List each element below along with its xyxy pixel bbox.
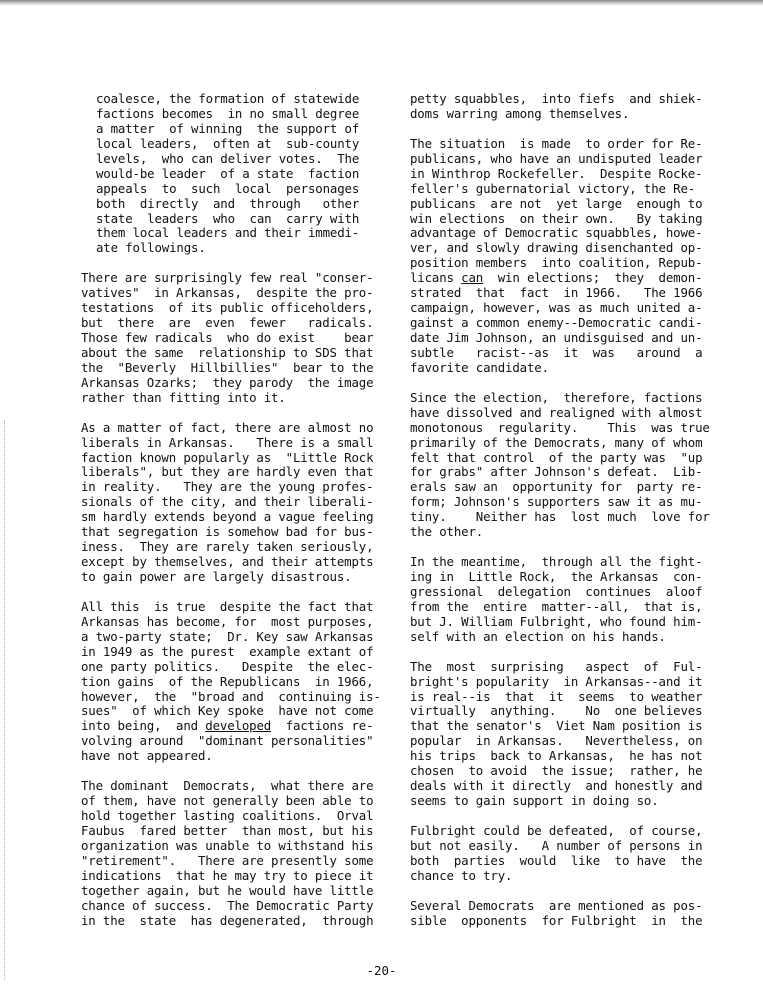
text-line: seems to gain support in doing so. (410, 793, 659, 809)
text-line: volving around "dominant personalities" (81, 733, 374, 749)
text-line: factions becomes in no small degree (96, 105, 360, 121)
text-line: but there are even fewer radicals. (81, 315, 374, 331)
text-line: ver, and slowly drawing disenchanted op- (410, 240, 703, 256)
paragraph (410, 824, 710, 884)
text-line: liberals", but they are hardly even that (81, 464, 374, 480)
text-line: self with an election on his hands. (410, 628, 666, 644)
text-line: both parties would like to have the (410, 852, 703, 868)
text-line: sm hardly extends beyond a vague feeling (81, 509, 374, 525)
text-line: Those few radicals who do exist bear (81, 330, 374, 345)
text-line: a matter of winning the support of (96, 120, 360, 136)
text-line: Fulbright could be defeated, of course, (410, 822, 703, 838)
text-line: coalesce, the formation of statewide (96, 91, 360, 106)
text-line: Since the election, therefore, factions (410, 389, 703, 405)
text-line: sionals of the city, and their liberali- (81, 494, 374, 510)
text-line: advantage of Democratic squabbles, howe- (410, 225, 703, 241)
paragraph (410, 555, 710, 645)
scan-top-edge (0, 0, 763, 6)
text-line: the other. (410, 524, 484, 540)
text-line: position members into coalition, Repub- (410, 255, 703, 271)
paragraph (81, 779, 383, 928)
text-line: The dominant Democrats, what there are (81, 778, 374, 794)
underlined-word: developed (205, 718, 272, 734)
text-line: petty squabbles, into fiefs and shiek- (410, 91, 703, 106)
text-line: gainst a common enemy--Democratic candi- (410, 315, 703, 331)
paragraph (81, 271, 383, 405)
text-line: Arkansas has become, for most purposes, (81, 613, 374, 629)
text-line: form; Johnson's supporters saw it as mu- (410, 494, 703, 510)
text-line: in the state has degenerated, through (81, 912, 374, 928)
text-line: have dissolved and realigned with almost (410, 404, 703, 420)
text-line: The situation is made to order for Re- (410, 135, 703, 151)
text-line: about the same relationship to SDS that (81, 344, 374, 360)
text-line: levels, who can deliver votes. The (96, 150, 360, 166)
text-line: win elections on their own. By taking (410, 210, 703, 226)
text-line: a two-party state; Dr. Key saw Arkansas (81, 628, 374, 644)
text-line: In the meantime, through all the fight- (410, 554, 703, 570)
text-line: iness. They are rarely taken seriously, (81, 539, 374, 555)
text-line: campaign, however, was as much united a- (410, 300, 703, 316)
text-line: publicans, who have an undisputed leader (410, 150, 703, 166)
text-line: the "Beverly Hillbillies" bear to the (81, 359, 374, 375)
text-line: popular in Arkansas. Nevertheless, on (410, 733, 703, 749)
paragraph (81, 92, 383, 256)
paragraph (81, 600, 383, 764)
text-line: bright's popularity in Arkansas--and it (410, 673, 703, 689)
text-line: chance of success. The Democratic Party (81, 897, 374, 913)
text-line: sues" of which Key spoke have not come (81, 703, 374, 719)
text-line: for grabs" after Johnson's defeat. Lib- (410, 464, 703, 480)
text-line: one party politics. Despite the elec- (81, 658, 374, 674)
text-line: both directly and through other (96, 195, 360, 211)
text-line: tion gains of the Republicans in 1966, (81, 673, 374, 689)
text-line: ing in Little Rock, the Arkansas con- (410, 569, 703, 584)
text-line: together again, but he would have little (81, 882, 374, 898)
text-line: local leaders, often at sub-county (96, 135, 360, 151)
text-line: doms warring among themselves. (410, 105, 630, 121)
text-line: date Jim Johnson, an undisguised and un- (410, 330, 703, 345)
text-line: tiny. Neither has lost much love for (410, 509, 710, 525)
text-line: appeals to such local personages (96, 180, 360, 196)
text-line: his trips back to Arkansas, he has not (410, 748, 703, 764)
text-line: testations of its public officeholders, (81, 300, 374, 316)
paragraph (410, 660, 710, 809)
paragraph (410, 92, 710, 122)
paragraph (410, 899, 710, 929)
text-line: ate followings. (96, 240, 206, 256)
text-line: favorite candidate. (410, 359, 549, 375)
text-line: chance to try. (410, 867, 513, 883)
text-line: except by themselves, and their attempts (81, 554, 374, 570)
text-line: strated that fact in 1966. The 1966 (410, 285, 703, 301)
text-line: in 1949 as the purest example extant of (81, 643, 374, 659)
text-line: licans can win elections; they demon- (410, 270, 703, 286)
text-line: in reality. They are the young profes- (81, 479, 374, 495)
text-line: state leaders who can carry with (96, 210, 360, 226)
text-line: of them, have not generally been able to (81, 793, 374, 809)
text-line: Faubus fared better than most, but his (81, 822, 374, 838)
right-text-column (410, 92, 710, 943)
text-line: rather than fitting into it. (81, 389, 286, 405)
text-line: Arkansas Ozarks; they parody the image (81, 374, 374, 390)
text-line: subtle racist--as it was around a (410, 344, 703, 360)
text-line: As a matter of fact, there are almost no (81, 419, 374, 435)
text-line: faction known popularly as "Little Rock (81, 449, 374, 465)
text-line: but not easily. A number of persons in (410, 837, 703, 853)
text-line: to gain power are largely disastrous. (81, 569, 352, 584)
text-line: "retirement". There are presently some (81, 852, 374, 868)
text-line: felt that control of the party was "up (410, 449, 703, 465)
text-line: from the entire matter--all, that is, (410, 598, 703, 614)
text-line: however, the "broad and continuing is- (81, 688, 381, 704)
text-line: feller's gubernatorial victory, the Re- (410, 180, 696, 196)
text-line: would-be leader of a state faction (96, 165, 360, 181)
paragraph (81, 421, 383, 585)
text-line: sible opponents for Fulbright in the (410, 912, 703, 928)
text-line: All this is true despite the fact that (81, 598, 374, 614)
text-line: that the senator's Viet Nam position is (410, 718, 703, 734)
text-line: into being, and developed factions re- (81, 718, 374, 734)
text-line: gressional delegation continues aloof (410, 583, 703, 599)
text-line: vatives" in Arkansas, despite the pro- (81, 285, 374, 301)
scan-margin-artifact (4, 420, 8, 980)
text-line: liberals in Arkansas. There is a small (81, 434, 374, 450)
paragraph (410, 391, 710, 540)
paragraph (410, 137, 710, 376)
text-line: but J. William Fulbright, who found him- (410, 613, 703, 629)
text-line: primarily of the Democrats, many of whom (410, 434, 703, 450)
text-line: indications that he may try to piece it (81, 867, 374, 883)
text-line: chosen to avoid the issue; rather, he (410, 763, 703, 779)
text-line: is real--is that it seems to weather (410, 688, 703, 704)
text-line: Several Democrats are mentioned as pos- (410, 897, 703, 913)
text-line: in Winthrop Rockefeller. Despite Rocke- (410, 165, 703, 181)
text-line: monotonous regularity. This was true (410, 419, 710, 435)
text-line: There are surprisingly few real "conser- (81, 270, 374, 286)
underlined-word: can (461, 270, 484, 286)
text-line: organization was unable to withstand his (81, 837, 374, 853)
page-number: -20- (366, 963, 397, 978)
text-line: virtually anything. No one believes (410, 703, 703, 719)
text-line: that segregation is somehow bad for bus- (81, 524, 374, 540)
text-line: publicans are not yet large enough to (410, 195, 703, 211)
text-line: erals saw an opportunity for party re- (410, 479, 703, 495)
text-line: deals with it directly and honestly and (410, 778, 703, 794)
left-text-column (81, 92, 383, 943)
text-line: have not appeared. (81, 748, 213, 764)
text-line: The most surprising aspect of Ful- (410, 658, 703, 674)
text-line: hold together lasting coalitions. Orval (81, 808, 374, 823)
text-line: them local leaders and their immedi- (96, 225, 360, 241)
